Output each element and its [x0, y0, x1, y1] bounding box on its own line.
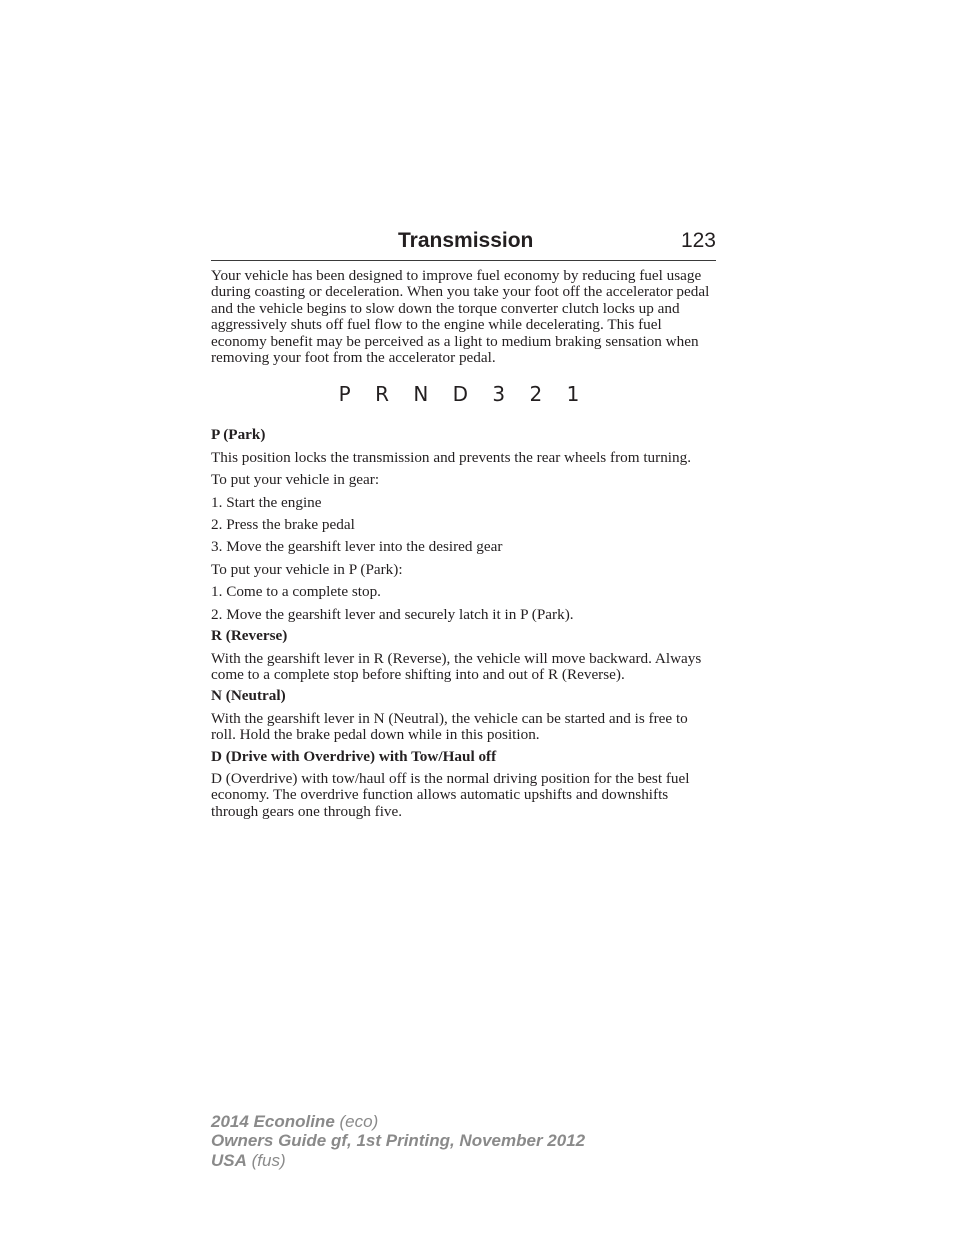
drive-heading: D (Drive with Overdrive) with Tow/Haul off [211, 747, 497, 765]
footer-market-code: (fus) [251, 1150, 286, 1170]
intro-paragraph: Your vehicle has been designed to improve fuel economy by reducing fuel usage during coasting or deceleration. When you take your foot off the accelerator pedal and the vehicle begins to slow down the torque converter clutch locks up and aggressively shuts off fuel flow to the engine while decelerating. This fuel economy benefit may be perceived as a light to medium braking sensation when removing your foot from the accelerator pedal. [211, 267, 710, 367]
drive-description: D (Overdrive) with tow/haul off is the normal driving position for the best fuel economy. The overdrive function allows automatic upshifts and downshifts through gears one through five. [211, 769, 690, 820]
in-park-step: 1. Come to a complete stop. [211, 583, 381, 601]
footer-market-line [211, 1151, 711, 1170]
in-park-step: 2. Move the gearshift lever and securely latch it in P (Park). [211, 605, 574, 623]
gear-indicator: P R N D 3 2 1 [338, 382, 589, 407]
page-header [211, 226, 716, 261]
neutral-heading: N (Neutral) [211, 687, 286, 705]
in-park-intro: To put your vehicle in P (Park): [211, 560, 403, 578]
in-gear-intro: To put your vehicle in gear: [211, 471, 380, 489]
park-heading: P (Park) [211, 426, 266, 444]
page-footer [211, 1112, 711, 1170]
footer-model-line [211, 1112, 711, 1131]
reverse-heading: R (Reverse) [211, 627, 288, 645]
in-gear-step: 3. Move the gearshift lever into the desired gear [211, 538, 503, 556]
footer-guide-line: Owners Guide gf, 1st Printing, November 2012 [211, 1131, 586, 1151]
neutral-description: With the gearshift lever in N (Neutral), the vehicle can be started and is free to roll. Hold the brake pedal down while in this position. [211, 709, 688, 744]
in-gear-step: 1. Start the engine [211, 493, 322, 511]
footer-market: USA [211, 1150, 247, 1170]
page-number: 123 [680, 229, 716, 252]
footer-model-code: (eco) [339, 1112, 379, 1131]
footer-model: 2014 Econoline [211, 1112, 335, 1131]
page-body [211, 268, 716, 820]
reverse-description: With the gearshift lever in R (Reverse), the vehicle will move backward. Always come to a complete stop before shifting into and out of R (Reverse). [211, 649, 702, 683]
park-description: This position locks the transmission and prevents the rear wheels from turning. [211, 448, 692, 466]
section-title: Transmission [398, 229, 534, 252]
in-gear-step: 2. Press the brake pedal [211, 516, 355, 534]
